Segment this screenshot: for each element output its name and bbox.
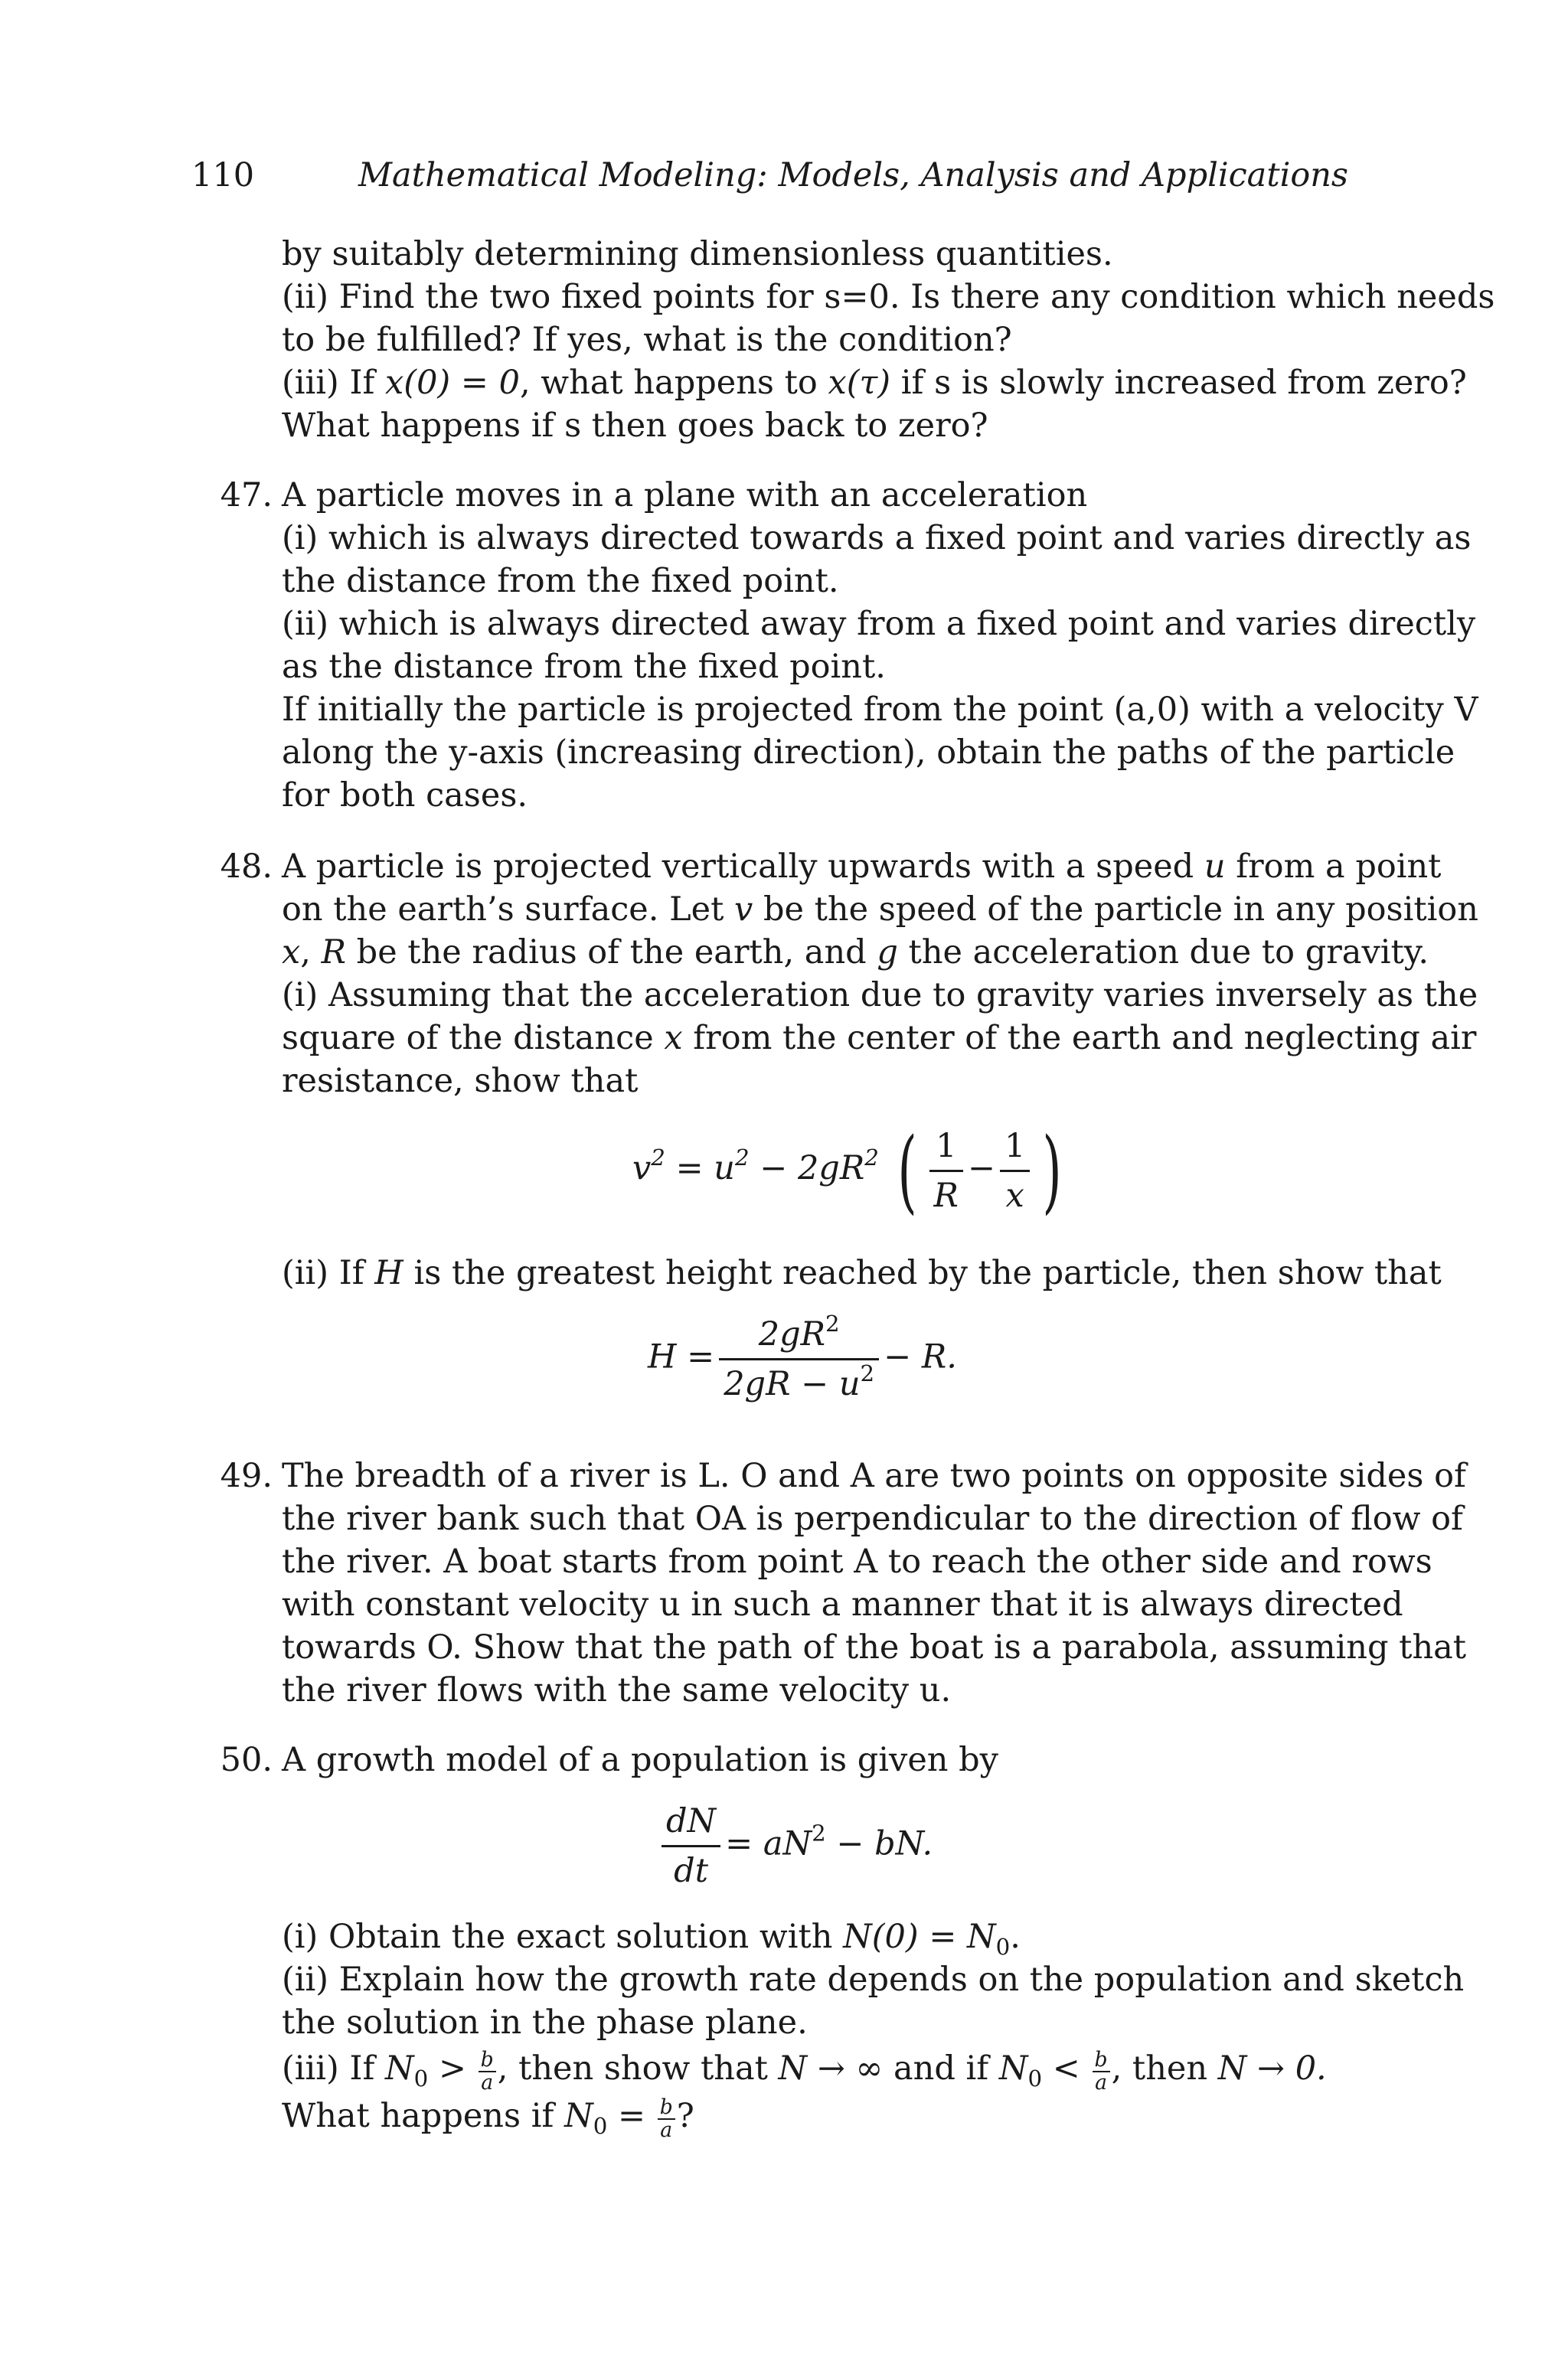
text-line: If initially the particle is projected from the point (a,0) with a velocity V <box>282 691 1478 729</box>
text-line: (i) Obtain the exact solution with $N(0) = N_0$. <box>282 1918 1021 1960</box>
text-line: the river. A boat starts from point A to reach the other side and rows <box>282 1543 1432 1581</box>
text-line: with constant velocity u in such a manner that it is always directed <box>282 1585 1403 1624</box>
text-line: the distance from the fixed point. <box>282 562 839 600</box>
text-line: (ii) If H is the greatest height reached by the particle, then show that <box>282 1254 1442 1292</box>
math-inline: x(τ) <box>828 364 891 402</box>
math-inline: x(0) = 0 <box>385 364 520 402</box>
text-line: (i) which is always directed towards a fixed point and varies directly as <box>282 519 1472 557</box>
display-equation: $\frac{dN}{dt}$ = $aN^2$ − bN. <box>657 1802 933 1890</box>
problem-number: 48. <box>220 847 273 886</box>
text-line: by suitably determining dimensionless quantities. <box>282 235 1113 273</box>
running-title: Mathematical Modeling: Models, Analysis and Applications <box>358 156 1349 194</box>
text-line: towards O. Show that the path of the boat is a parabola, assuming that <box>282 1628 1467 1667</box>
text-line: the solution in the phase plane. <box>282 2003 808 2042</box>
text-line: What happens if $N_0$ = $\frac{b}{a}$ ? <box>282 2095 694 2143</box>
text-line: the river bank such that OA is perpendicular to the direction of flow of <box>282 1500 1463 1538</box>
problem-number: 49. <box>220 1457 273 1495</box>
text-line: the river flows with the same velocity u. <box>282 1671 952 1709</box>
text-line: (iii) If x(0) = 0, what happens to x(τ) if s is slowly increased from zero? <box>282 364 1467 402</box>
text-line: (i) Assuming that the acceleration due to gravity varies inversely as the <box>282 976 1478 1014</box>
text-line: along the y-axis (increasing direction), obtain the paths of the particle <box>282 733 1455 772</box>
text-line: A particle moves in a plane with an acceleration <box>282 476 1088 514</box>
text-line: A growth model of a population is given by <box>282 1741 998 1779</box>
text-line: square of the distance x from the center of the earth and neglecting air <box>282 1019 1477 1057</box>
text-line: (ii) Explain how the growth rate depends on the population and sketch <box>282 1961 1465 1999</box>
text-line: to be fulfilled? If yes, what is the condition? <box>282 321 1012 359</box>
problem-number: 50. <box>220 1741 273 1779</box>
text-line: x, R be the radius of the earth, and g the acceleration due to gravity. <box>282 933 1429 971</box>
text-line: (iii) If $N_0$ > $\frac{b}{a}$ , then show that N → ∞ and if $N_0$ < $\frac{b}{a}$ , then N → 0. <box>282 2048 1327 2095</box>
text-line: (ii) which is always directed away from a fixed point and varies directly <box>282 605 1476 643</box>
page-number: 110 <box>191 156 255 194</box>
text-line: for both cases. <box>282 776 528 815</box>
display-equation: H = $\frac{2gR^2}{2gR - u^2}$ − R. <box>648 1310 957 1403</box>
display-equation: $v^2 = u^2 - 2gR^2$ ( $\frac{1}{R}$ − $\frac{1}{x}$ ) <box>632 1118 1063 1223</box>
text-line: The breadth of a river is L. O and A are two points on opposite sides of <box>282 1457 1466 1495</box>
text-line: A particle is projected vertically upwards with a speed u from a point <box>282 847 1442 886</box>
text-line: What happens if s then goes back to zero? <box>282 407 988 445</box>
text-line: on the earth’s surface. Let v be the speed of the particle in any position <box>282 890 1478 929</box>
text-line: resistance, show that <box>282 1062 639 1100</box>
text-line: (ii) Find the two fixed points for s=0. Is there any condition which needs <box>282 278 1495 316</box>
problem-number: 47. <box>220 476 273 514</box>
text-line: as the distance from the fixed point. <box>282 648 886 686</box>
